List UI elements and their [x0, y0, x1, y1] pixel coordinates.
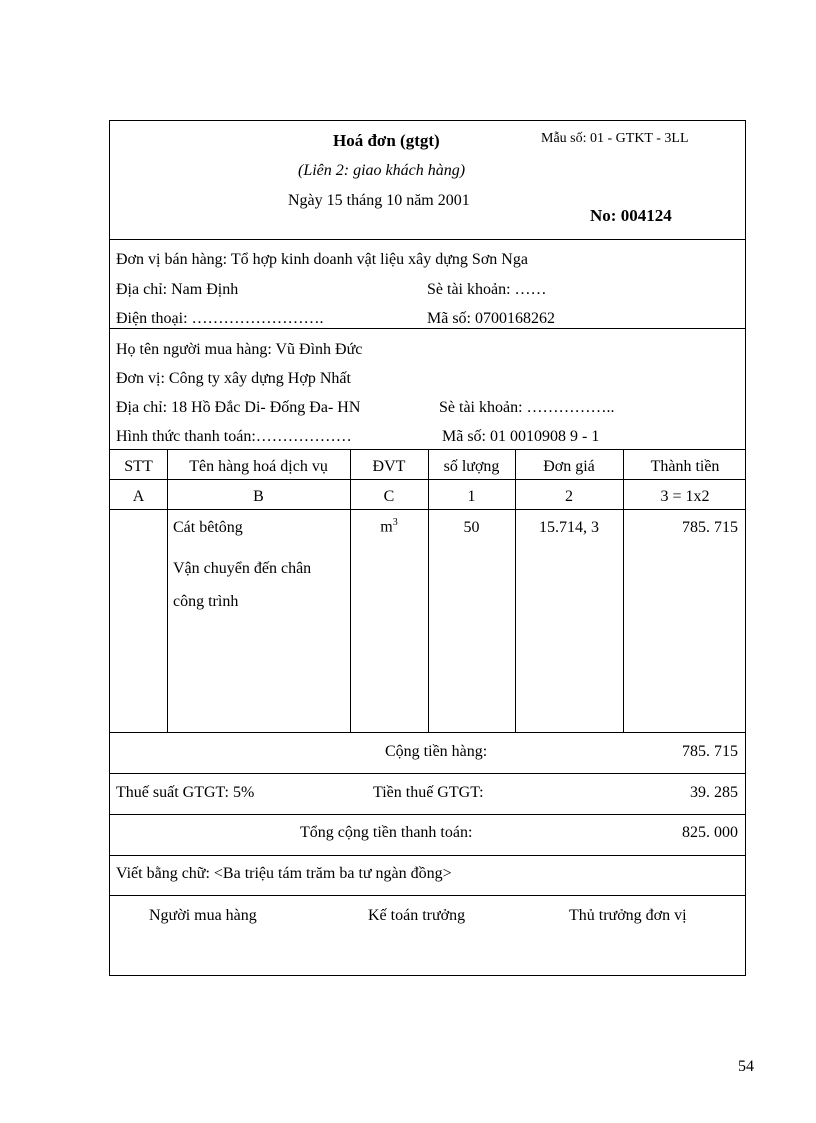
code-c: C: [383, 488, 395, 505]
item-quantity: 50: [463, 519, 480, 536]
divider: [110, 732, 745, 733]
item-name-line: Cát bêtông: [173, 519, 243, 536]
code-1: 1: [467, 488, 476, 505]
header-stt: STT: [124, 458, 153, 475]
signature-director: Thủ trưởng đơn vị: [569, 907, 687, 924]
header-quantity: số lượng: [443, 458, 500, 475]
buyer-tax-code: Mã số: 01 0010908 9 - 1: [442, 428, 600, 445]
seller-name: Đơn vị bán hàng: Tổ hợp kinh doanh vật liệu xây dựng Sơn Nga: [116, 251, 528, 268]
divider: [110, 239, 745, 240]
seller-address: Địa chỉ: Nam Định: [116, 281, 239, 298]
code-b: B: [253, 488, 264, 505]
subtotal-value: 785. 715: [682, 743, 738, 760]
invoice-title: Hoá đơn (gtgt): [333, 131, 440, 150]
signature-buyer: Người mua hàng: [149, 907, 257, 924]
item-price: 15.714, 3: [539, 519, 599, 536]
item-unit: $m^3$: [380, 517, 398, 536]
divider: [110, 328, 745, 329]
buyer-name: Họ tên người mua hàng: Vũ Đình Đức: [116, 341, 363, 358]
buyer-address: Địa chỉ: 18 Hồ Đắc Di- Đống Đa- HN: [116, 399, 361, 416]
seller-account: Sè tài khoản: ……: [427, 281, 547, 298]
header-amount: Thành tiền: [650, 458, 720, 475]
header-unit: ĐVT: [372, 458, 406, 475]
divider: [110, 479, 745, 480]
item-name-line: Vận chuyển đến chân: [173, 560, 312, 577]
form-code: Mẫu số: 01 - GTKT - 3LL: [541, 131, 689, 146]
grand-total-value: 825. 000: [682, 824, 738, 841]
grand-total-label: Tổng cộng tiền thanh toán:: [300, 824, 473, 841]
divider: [110, 855, 745, 856]
subtotal-label: Cộng tiền hàng:: [385, 743, 488, 760]
seller-phone: Điện thoại: …………………….: [116, 310, 324, 327]
divider: [110, 509, 745, 510]
seller-tax-code: Mã số: 0700168262: [427, 310, 555, 327]
code-2: 2: [565, 488, 573, 505]
header-product: Tên hàng hoá dịch vụ: [189, 458, 328, 475]
item-amount: 785. 715: [682, 519, 738, 536]
signature-accountant: Kế toán trưởng: [368, 907, 466, 924]
code-a: A: [132, 488, 145, 505]
code-3: 3 = 1x2: [660, 488, 710, 505]
buyer-account: Sè tài khoản: ……………..: [439, 399, 615, 416]
invoice-form: [109, 120, 746, 976]
invoice-date: Ngày 15 tháng 10 năm 2001: [288, 192, 470, 209]
divider: [110, 814, 745, 815]
amount-in-words: Viết bằng chữ: <Ba triệu tám trăm ba tư ngàn đồng>: [116, 865, 452, 882]
vat-value: 39. 285: [690, 784, 738, 801]
divider: [110, 773, 745, 774]
invoice-number: No: 004124: [590, 206, 672, 225]
vat-rate: Thuế suất GTGT: 5%: [116, 784, 255, 801]
vat-label: Tiền thuế GTGT:: [373, 784, 484, 801]
payment-method: Hình thức thanh toán:………………: [116, 428, 352, 445]
divider: [110, 895, 745, 896]
buyer-unit: Đơn vị: Công ty xây dựng Hợp Nhất: [116, 370, 351, 387]
header-price: Đơn giá: [543, 458, 595, 475]
page-number: 54: [738, 1058, 754, 1075]
copy-note: (Liên 2: giao khách hàng): [298, 162, 466, 179]
item-name-line: công trình: [173, 593, 239, 610]
